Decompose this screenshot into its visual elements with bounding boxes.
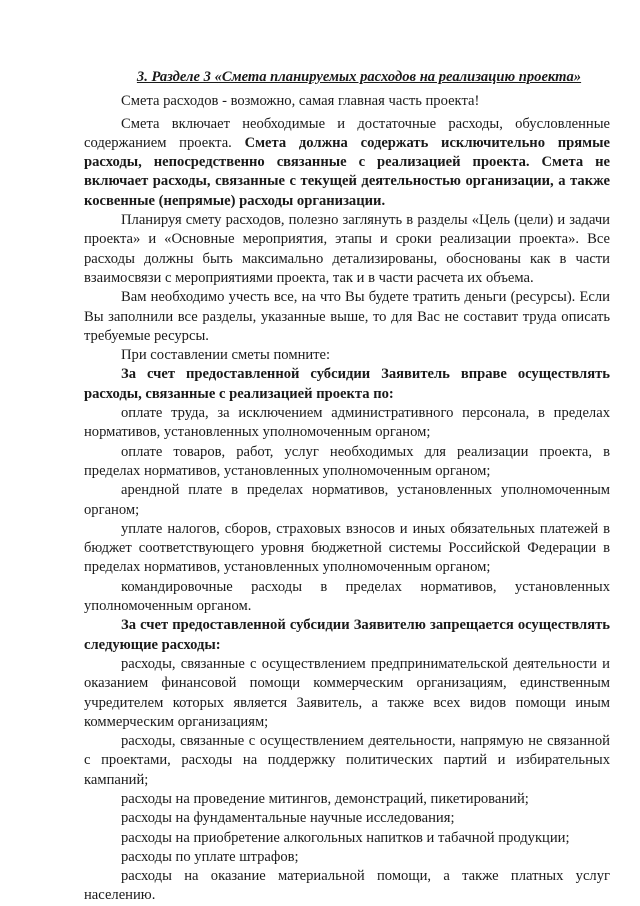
allowed-item: оплате товаров, работ, услуг необходимых для реализации проекта, в пределах нормативов, установленных уполномоченным органом; bbox=[84, 443, 610, 479]
forbidden-item: расходы, связанные с осуществлением предпринимательской деятельности и оказанием финансовой помощи коммерческим организациям, единственным учредителем которых является Заявитель, а также всех видов помощи иным коммерческим организациям; bbox=[84, 655, 610, 730]
allowed-item: уплате налогов, сборов, страховых взносов и иных обязательных платежей в бюджет соответствующего уровня бюджетной системы Российской Федерации в пределах нормативов, установленных уполномоченным органом; bbox=[84, 520, 610, 576]
allowed-item: оплате труда, за исключением административного персонала, в пределах нормативов, установленных уполномоченным органом; bbox=[84, 405, 610, 441]
forbidden-item: расходы по уплате штрафов; bbox=[121, 848, 299, 865]
resources-paragraph: Вам необходимо учесть все, на что Вы будете тратить деньги (ресурсы). Если Вы заполнили все разделы, указанные выше, то для Вас не составит труда описать требуемые ресурсы. bbox=[84, 289, 610, 344]
estimate-bold-text: Смета должна содержать исключительно прямые расходы, непосредственно связанные с реализацией проекта. Смета не включает расходы, связанные с текущей деятельностью организации, а также косвенные (непрямые) расходы организации. bbox=[84, 134, 610, 209]
intro-paragraph: Смета расходов - возможно, самая главная часть проекта! bbox=[121, 93, 480, 110]
remember-paragraph: При составлении сметы помните: bbox=[121, 347, 331, 364]
forbidden-item: расходы на приобретение алкогольных напитков и табачной продукции; bbox=[121, 829, 570, 846]
forbidden-item: расходы на проведение митингов, демонстраций, пикетирований; bbox=[121, 790, 529, 807]
allowed-item: командировочные расходы в пределах нормативов, установленных уполномоченным органом. bbox=[84, 578, 610, 615]
planning-paragraph: Планируя смету расходов, полезно заглянуть в разделы «Цель (цели) и задачи проекта» и «Основные мероприятия, этапы и сроки реализации проекта». Все расходы должны быть максимально детализированы, обоснованы как в части взаимосвязи с мероприятиями проекта, так и в части расчета их объема. bbox=[84, 212, 610, 286]
forbidden-item: расходы на фундаментальные научные исследования; bbox=[121, 810, 455, 827]
document-page bbox=[84, 68, 610, 906]
allowed-expenses-heading: За счет предоставленной субсидии Заявитель вправе осуществлять расходы, связанные с реализацией проекта по: bbox=[84, 366, 610, 402]
forbidden-item: расходы на оказание материальной помощи, а также платных услуг населению. bbox=[84, 868, 610, 904]
estimate-paragraph bbox=[84, 115, 610, 211]
allowed-item: арендной плате в пределах нормативов, установленных уполномоченным органом; bbox=[84, 482, 610, 518]
forbidden-expenses-heading: За счет предоставленной субсидии Заявителю запрещается осуществлять следующие расходы: bbox=[84, 617, 610, 653]
estimate-text: Смета включает необходимые и достаточные расходы, обусловленные содержанием проекта. bbox=[84, 115, 610, 151]
section-heading: 3. Разделе 3 «Смета планируемых расходов на реализацию проекта» bbox=[136, 69, 582, 85]
forbidden-item: расходы, связанные с осуществлением деятельности, напрямую не связанной с проектами, расходы на поддержку политических партий и избирательных кампаний; bbox=[84, 733, 610, 788]
